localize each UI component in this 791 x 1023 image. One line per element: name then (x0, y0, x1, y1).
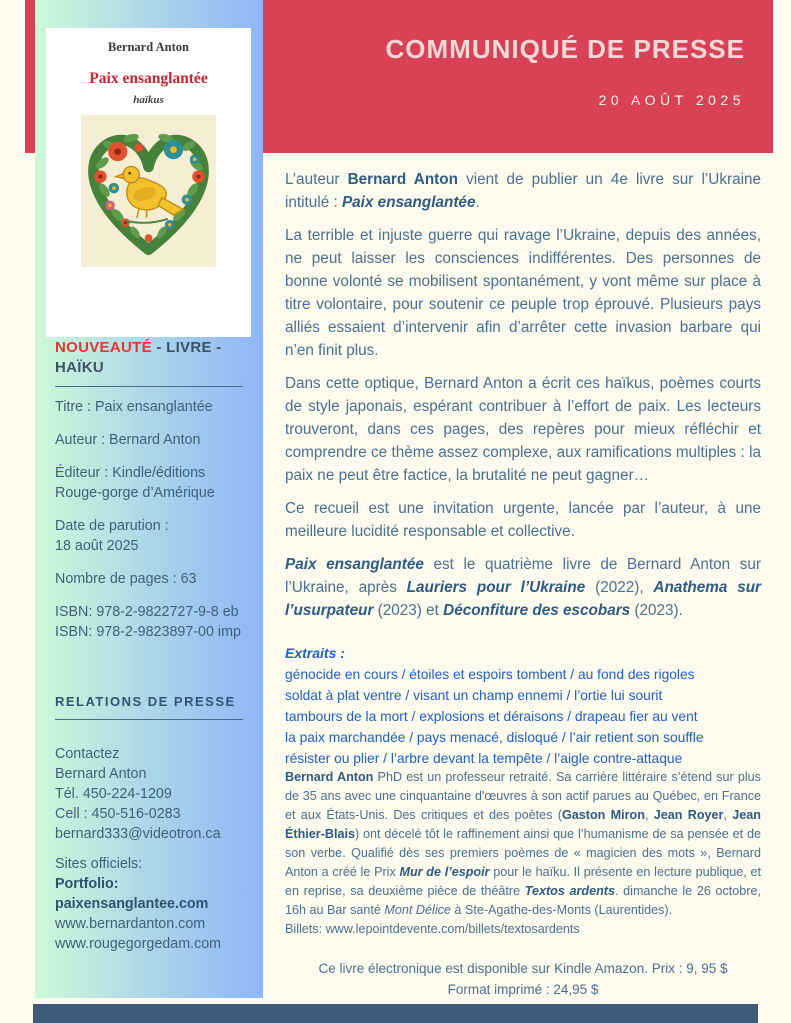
book-cover-illustration (81, 115, 216, 267)
detail-line: Nombre de pages : 63 (55, 571, 197, 587)
paragraph (285, 168, 761, 214)
text-segment: est le quatrième livre de Bernard Anton sur l’Ukraine, après (285, 556, 761, 596)
text-segment: Mont Délice (384, 903, 451, 917)
site-line: www.bernardanton.com (55, 916, 206, 932)
category-highlight: NOUVEAUTÉ (55, 339, 152, 356)
text-segment: , (723, 808, 733, 822)
contact-line: Tél. 450-224-1209 (55, 786, 172, 802)
contact-line: bernard333@videotron.ca (55, 826, 221, 842)
extrait-line: tambours de la mort / explosions et déraisons / drapeau fier au vent (285, 709, 698, 724)
text-segment: Gaston Miron (561, 808, 645, 822)
press-relations-section (55, 694, 245, 954)
detail-line: 18 août 2025 (55, 538, 139, 554)
billets-line: Billets: www.lepointdevente.com/billets/textosardents (285, 922, 580, 936)
paragraph (285, 497, 761, 543)
text-segment: Paix ensanglantée (285, 556, 424, 573)
text-segment: Paix ensanglantée (341, 194, 476, 211)
press-release-title: COMMUNIQUÉ DE PRESSE (385, 34, 745, 64)
text-segment: PhD est un professeur retraité. Sa carrière littéraire s’étend sur plus de 35 ans avec une cinquantaine d'œuvres à son actif parues au Québec, en France et aux États-Unis. Des critiques et des poètes ( (285, 770, 761, 822)
text-segment: . dimanche le 26 octobre, 16h au Bar santé (285, 884, 761, 917)
book-cover (46, 28, 251, 337)
contact-info (55, 744, 245, 844)
official-sites (55, 854, 245, 954)
text-segment: pour le haïku. Il présente en lecture publique, et en reprise, sa deuxième pièce de théâtre (285, 865, 761, 898)
text-segment: , (644, 808, 654, 822)
footer-line: Ce livre électronique est disponible sur Kindle Amazon. Prix : 9, 95 $ (318, 961, 728, 976)
detail-line: ISBN: 978-2-9823897-00 imp (55, 624, 241, 640)
detail-line: Rouge-gorge d’Amérique (55, 485, 215, 501)
contact-line: Cell : 450-516-0283 (55, 806, 181, 822)
site-line: www.rougegorgedam.com (55, 936, 222, 952)
detail-group (55, 516, 245, 556)
extraits-lines (285, 664, 761, 769)
bottom-bar (33, 1004, 758, 1023)
book-cover-subtitle: haïkus (133, 94, 164, 106)
sites-bold-list (55, 874, 245, 914)
book-cover-author: Bernard Anton (108, 40, 189, 54)
detail-group (55, 569, 245, 589)
text-segment: Anathema sur l’usurpateur (285, 579, 762, 619)
paragraph (285, 224, 761, 362)
text-segment: Ce recueil est une invitation urgente, lancée par l’auteur, à une meilleure lucidité responsable et collective. (285, 500, 761, 540)
extrait-line: la paix marchandée / pays menacé, disloqué / l’air retient son souffle (285, 730, 704, 745)
text-segment: (2023). (630, 602, 683, 619)
sites-regular-list (55, 914, 245, 954)
book-info-section (55, 338, 245, 655)
book-details-list (55, 387, 245, 642)
divider (55, 719, 243, 720)
extraits-section (285, 643, 761, 769)
text-segment: Lauriers pour l’Ukraine (406, 579, 586, 596)
text-segment: à Ste-Agathe-des-Monts (Laurentides). (450, 903, 673, 917)
text-segment: Déconfiture des escobars (443, 602, 631, 619)
detail-line: ISBN: 978-2-9822727-9-8 eb (55, 604, 239, 620)
text-segment: Bernard Anton (347, 171, 458, 188)
author-bio-section (285, 768, 761, 939)
extrait-line: résister ou plier / l’arbre devant la tempête / l’aigle contre-attaque (285, 751, 683, 766)
press-release-date: 20 AOÛT 2025 (598, 92, 745, 108)
text-segment: Jean Éthier-Blais (285, 808, 761, 841)
detail-group (55, 430, 245, 450)
detail-line: Éditeur : Kindle/éditions (55, 465, 206, 481)
text-segment: ) ont décelé tôt le raffinement ainsi que l’humanisme de sa pensée et de son verbe. Qualifié dès ses premiers poèmes de « magicien des mots », Bernard Anton a créé le Prix (285, 827, 761, 879)
category-label (55, 338, 245, 378)
contact-line: Bernard Anton (55, 766, 147, 782)
detail-group (55, 602, 245, 642)
paragraph (285, 553, 761, 622)
text-segment: Bernard Anton (285, 770, 374, 784)
site-line-bold: paixensanglantee.com (55, 896, 209, 912)
text-segment: La terrible et injuste guerre qui ravage l’Ukraine, depuis des années, ne peut laisser les consciences indifférentes. Des personnes de bonne volonté se mobilisent spontanément, y vont même sur place à titre volontaire, pour soutenir ce peuple trop éprouvé. Plusieurs pays alliés essaient d’intervenir afin d’arrêter cette invasion barbare qui n’en finit plus. (285, 227, 761, 359)
availability-footer (285, 958, 761, 1000)
paragraph (285, 372, 761, 487)
text-segment: . (475, 194, 480, 211)
extrait-line: génocide en cours / étoiles et espoirs tombent / au fond des rigoles (285, 667, 695, 682)
detail-group (55, 397, 245, 417)
main-paragraphs (285, 168, 761, 632)
extrait-line: soldat à plat ventre / visant un champ ennemi / l’ortie lui sourit (285, 688, 663, 703)
text-segment: (2022), (585, 579, 654, 596)
press-relations-heading: RELATIONS DE PRESSE (55, 694, 236, 709)
book-cover-title: Paix ensanglantée (89, 70, 208, 87)
text-segment: Mur de l’espoir (399, 865, 490, 879)
text-segment: L’auteur (285, 171, 348, 188)
site-line-bold: Portfolio: (55, 876, 119, 892)
footer-line: Format imprimé : 24,95 $ (447, 982, 599, 997)
detail-line: Date de parution : (55, 518, 169, 534)
extraits-heading: Extraits : (285, 645, 345, 661)
category-rest: - LIVRE - HAÏKU (55, 339, 222, 376)
detail-group (55, 463, 245, 503)
text-segment: vient de publier un 4e livre sur l’Ukraine intitulé : (285, 171, 761, 211)
author-bio-paragraph (285, 768, 761, 920)
contact-line: Contactez (55, 746, 120, 762)
sidebar (35, 0, 263, 998)
text-segment: Dans cette optique, Bernard Anton a écrit ces haïkus, poèmes courts de style japonais, espérant contribuer à l’effort de paix. Les lecteurs trouveront, dans ces pages, des repères pour mieux réfléchir et comprendre ce thème assez complexe, aux ramifications multiples : la paix ne peut être factice, la brutalité ne peut gagner… (285, 375, 761, 484)
text-segment: Textos ardents (524, 884, 615, 898)
detail-line: Titre : Paix ensanglantée (55, 399, 213, 415)
sites-label: Sites officiels: (55, 856, 143, 872)
text-segment: Jean Royer (653, 808, 724, 822)
detail-line: Auteur : Bernard Anton (55, 432, 201, 448)
text-segment: (2023) et (373, 602, 444, 619)
